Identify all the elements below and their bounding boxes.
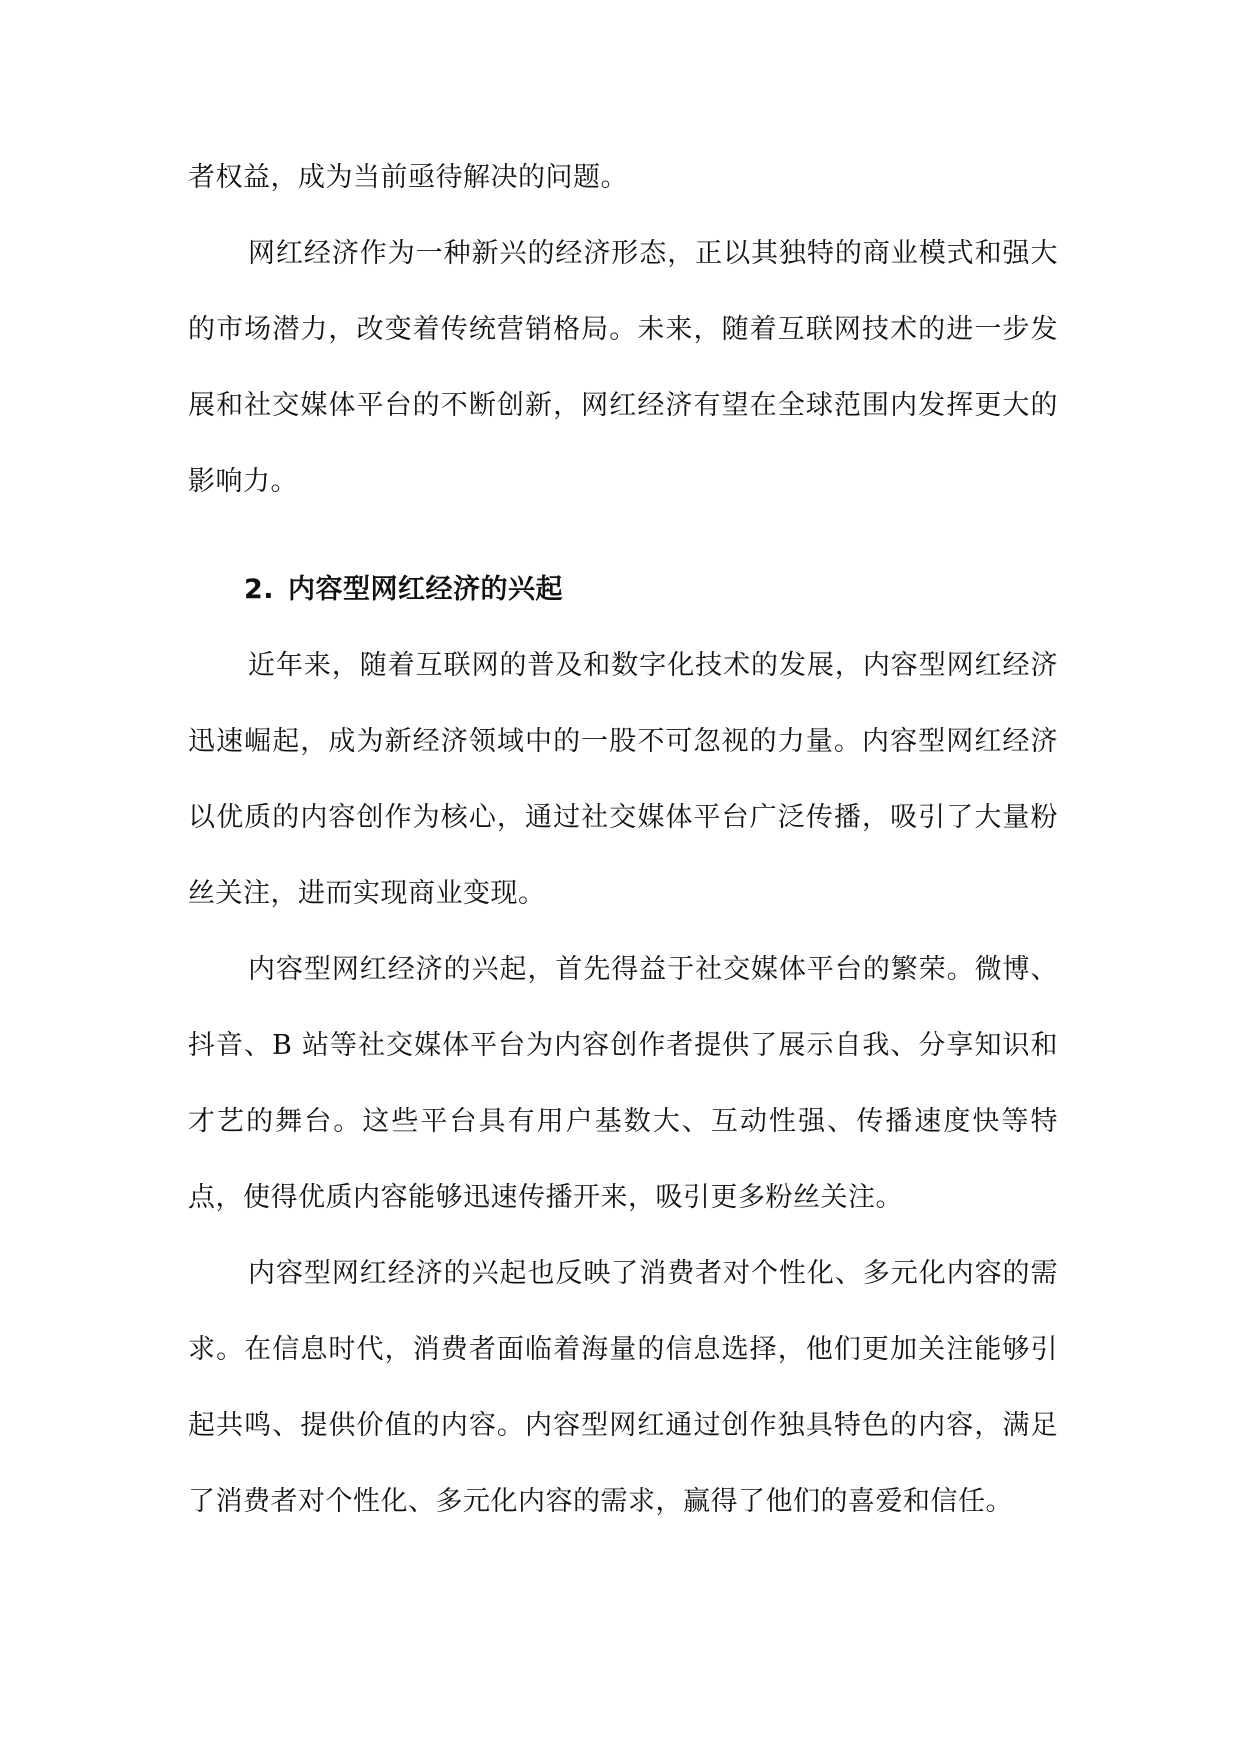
section-heading	[188, 552, 1058, 628]
section-title: 内容型网红经济的兴起	[288, 574, 563, 605]
paragraph: 近年来，随着互联网的普及和数字化技术的发展，内容型网红经济迅速崛起，成为新经济领域中的一股不可忽视的力量。内容型网红经济以优质的内容创作为核心，通过社交媒体平台广泛传播，吸引了大量粉丝关注，进而实现商业变现。	[188, 650, 1058, 909]
paragraph: 网红经济作为一种新兴的经济形态，正以其独特的商业模式和强大的市场潜力，改变着传统营销格局。未来，随着互联网技术的进一步发展和社交媒体平台的不断创新，网红经济有望在全球范围内发挥更大的影响力。	[188, 238, 1058, 497]
paragraph: 内容型网红经济的兴起也反映了消费者对个性化、多元化内容的需求。在信息时代，消费者面临着海量的信息选择，他们更加关注能够引起共鸣、提供价值的内容。内容型网红通过创作独具特色的内容，满足了消费者对个性化、多元化内容的需求，赢得了他们的喜爱和信任。	[188, 1258, 1058, 1517]
page-content	[188, 140, 1058, 1540]
paragraph: 内容型网红经济的兴起，首先得益于社交媒体平台的繁荣。微博、抖音、B 站等社交媒体平台为内容创作者提供了展示自我、分享知识和才艺的舞台。这些平台具有用户基数大、互动性强、传播速度快等特点，使得优质内容能够迅速传播开来，吸引更多粉丝关注。	[188, 954, 1058, 1213]
section-number: 2.	[244, 574, 275, 605]
paragraph-continuation: 者权益，成为当前亟待解决的问题。	[188, 162, 628, 193]
